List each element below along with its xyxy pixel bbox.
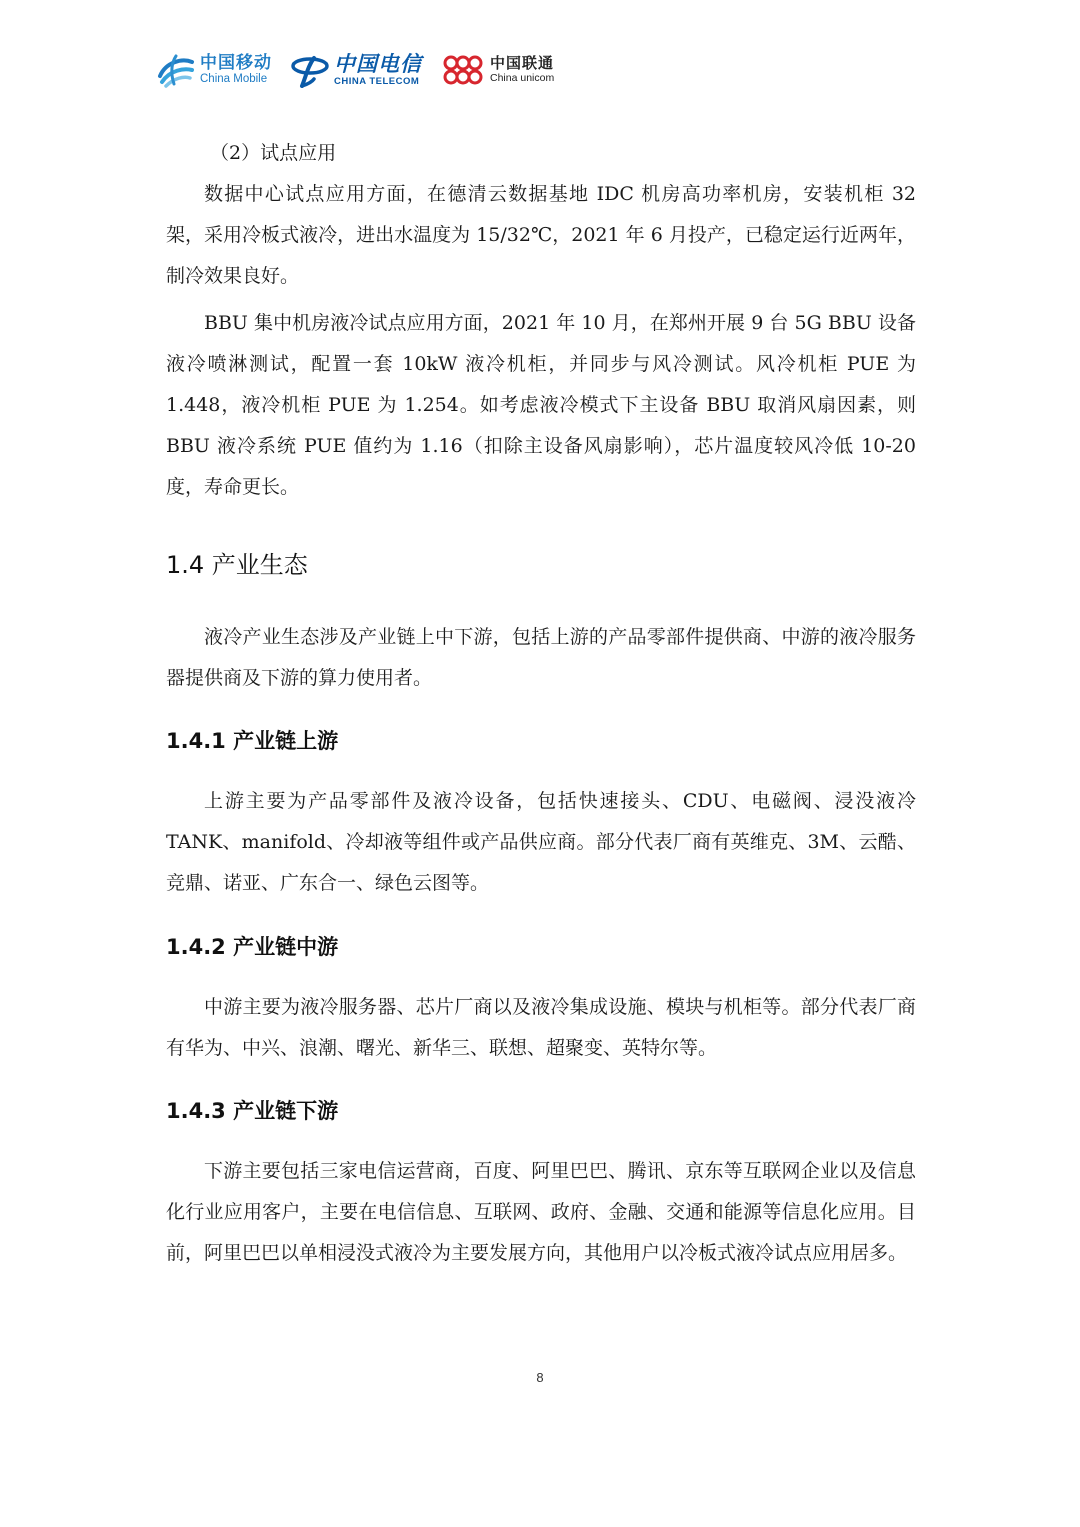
china-mobile-logo (156, 52, 272, 88)
china-mobile-name: 中国移动 (200, 53, 272, 73)
page-number: 8 (536, 1370, 544, 1385)
china-unicom-icon (440, 52, 486, 88)
midstream-paragraph: 中游主要为液冷服务器、芯片厂商以及液冷集成设施、模块与机柜等。部分代表厂商有华为、中兴、浪潮、曙光、新华三、联想、超聚变、英特尔等。 (166, 996, 916, 1059)
subsection-heading-downstream: 1.4.3 产业链下游 (166, 1099, 339, 1123)
china-unicom-logo (440, 52, 554, 88)
china-unicom-name: 中国联通 (490, 54, 555, 72)
header-logos (156, 48, 572, 92)
pilot-application-label: （2）试点应用 (210, 142, 337, 164)
china-telecom-name-en: CHINA TELECOM (334, 75, 420, 87)
upstream-paragraph: 上游主要为产品零部件及液冷设备，包括快速接头、CDU、电磁阀、浸没液冷 TANK、manifold、冷却液等组件或产品供应商。部分代表厂商有英维克、3M、云酷、竞鼎、诺亚、广东合一、绿色云图等。 (166, 790, 916, 894)
china-unicom-name-en: China unicom (490, 72, 555, 84)
pilot-paragraph-datacenter: 数据中心试点应用方面，在德清云数据基地 IDC 机房高功率机房，安装机柜 32 架，采用冷板式液冷，进出水温度为 15/32℃，2021 年 6 月投产，已稳定运行近两年，制冷效果良好。 (166, 183, 916, 287)
pilot-paragraph-bbu: BBU 集中机房液冷试点应用方面，2021 年 10 月，在郑州开展 9 台 5G BBU 设备液冷喷淋测试，配置一套 10kW 液冷机柜，并同步与风冷测试。风冷机柜 PUE 为 1.448，液冷机柜 PUE 为 1.254。如考虑液冷模式下主设备 BBU 取消风扇因素，则 BBU 液冷系统 PUE 值约为 1.16（扣除主设备风扇影响），芯片温度较风冷低 10-20 度，寿命更长。 (166, 312, 916, 498)
china-mobile-icon (156, 52, 196, 88)
subsection-heading-midstream: 1.4.2 产业链中游 (166, 935, 339, 959)
downstream-paragraph: 下游主要包括三家电信运营商，百度、阿里巴巴、腾讯、京东等互联网企业以及信息化行业应用客户，主要在电信信息、互联网、政府、金融、交通和能源等信息化应用。目前，阿里巴巴以单相浸没式液冷为主要发展方向，其他用户以冷板式液冷试点应用居多。 (166, 1160, 916, 1264)
section-heading-industry-ecosystem: 1.4 产业生态 (166, 551, 308, 579)
subsection-heading-upstream: 1.4.1 产业链上游 (166, 729, 339, 753)
china-mobile-name-en: China Mobile (200, 73, 268, 85)
china-telecom-icon (290, 52, 330, 88)
china-telecom-name: 中国电信 (334, 51, 422, 76)
industry-ecosystem-intro: 液冷产业生态涉及产业链上中下游，包括上游的产品零部件提供商、中游的液冷服务器提供商及下游的算力使用者。 (166, 626, 916, 689)
china-telecom-logo (290, 52, 422, 88)
